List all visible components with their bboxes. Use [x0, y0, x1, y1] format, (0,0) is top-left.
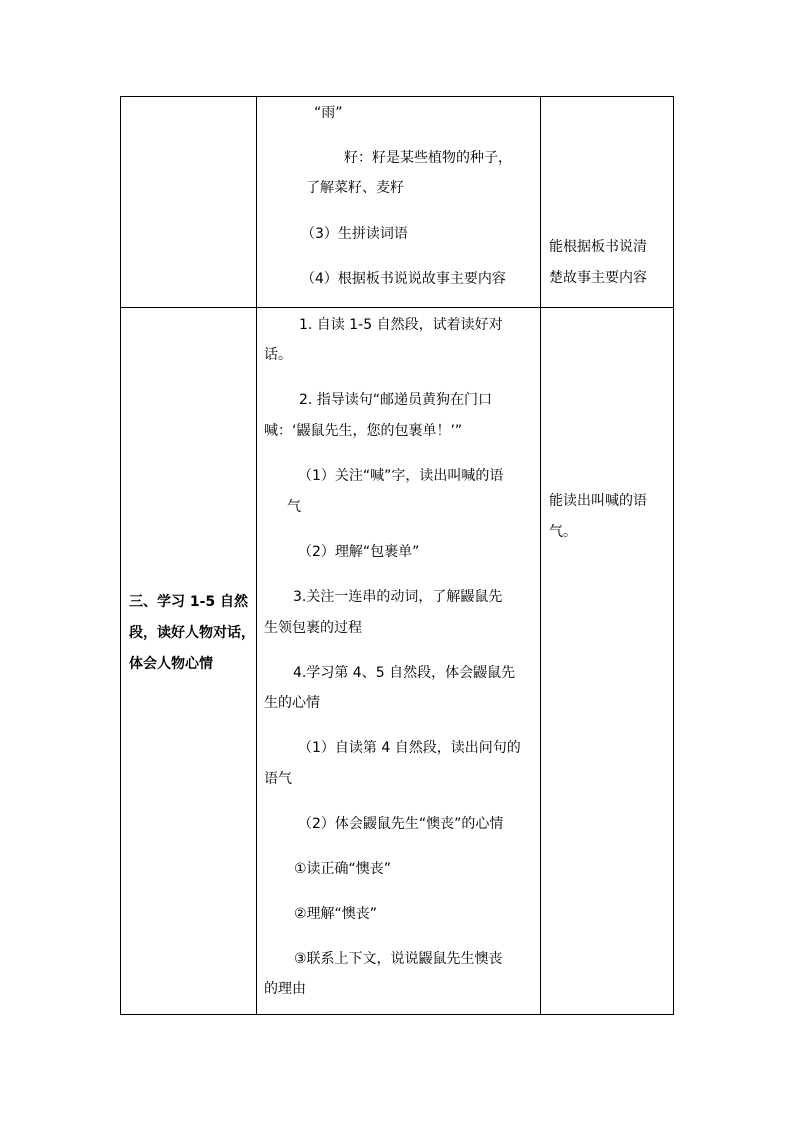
row2-middle-line-9: 生领包裹的过程 — [264, 620, 362, 636]
row1-right-line-1: 能根据板书说清 — [549, 239, 647, 255]
column-divider-2 — [540, 97, 541, 1014]
row2-middle-line-1: 1. 自读 1-5 自然段，试着读好对 — [299, 317, 503, 333]
row2-middle-line-10: 4.学习第 4、5 自然段，体会鼹鼠先 — [293, 665, 516, 681]
row1-middle-line-5: （4）根据板书说说故事主要内容 — [301, 271, 506, 287]
row2-right-line-1: 能读出叫喊的语 — [549, 493, 647, 509]
row2-middle-line-4: 喊：‘鼹鼠先生，您的包裹单！’” — [264, 423, 463, 439]
row1-middle-line-3: 了解菜籽、麦籽 — [306, 180, 404, 196]
row2-middle-line-15: ①读正确“懊丧” — [294, 861, 392, 877]
row2-middle-line-14: （2）体会鼹鼠先生“懊丧”的心情 — [298, 816, 504, 832]
row2-middle-line-17: ③联系上下文，说说鼹鼠先生懊丧 — [294, 951, 503, 967]
row2-middle-line-16: ②理解“懊丧” — [294, 906, 378, 922]
row2-middle-line-18: 的理由 — [264, 981, 306, 997]
row1-middle-line-4: （3）生拼读词语 — [301, 226, 408, 242]
row1-right-line-2: 楚故事主要内容 — [549, 270, 647, 286]
lesson-plan-table — [120, 96, 674, 1015]
row2-middle-line-11: 生的心情 — [264, 695, 320, 711]
row2-middle-line-6: 气 — [287, 499, 301, 515]
row-divider — [121, 307, 673, 308]
row2-middle-line-12: （1）自读第 4 自然段，读出问句的 — [298, 740, 521, 756]
row1-middle-line-1: “雨” — [314, 105, 343, 121]
row2-left-line-3: 体会人物心情 — [129, 656, 213, 672]
row2-right-line-2: 气。 — [549, 524, 577, 540]
row2-middle-line-7: （2）理解“包裹单” — [298, 544, 420, 560]
row2-middle-line-2: 话。 — [264, 347, 292, 363]
row2-left-line-1: 三、学习 1-5 自然 — [129, 594, 249, 610]
row2-middle-line-5: （1）关注“喊”字，读出叫喊的语 — [298, 468, 504, 484]
row2-left-line-2: 段，读好人物对话， — [129, 625, 255, 641]
column-divider-1 — [256, 97, 257, 1014]
row1-middle-line-2: 籽：籽是某些植物的种子， — [344, 150, 512, 166]
row2-middle-line-8: 3.关注一连串的动词，了解鼹鼠先 — [293, 589, 503, 605]
row2-middle-line-3: 2. 指导读句“邮递员黄狗在门口 — [299, 392, 493, 408]
row2-middle-line-13: 语气 — [264, 771, 292, 787]
